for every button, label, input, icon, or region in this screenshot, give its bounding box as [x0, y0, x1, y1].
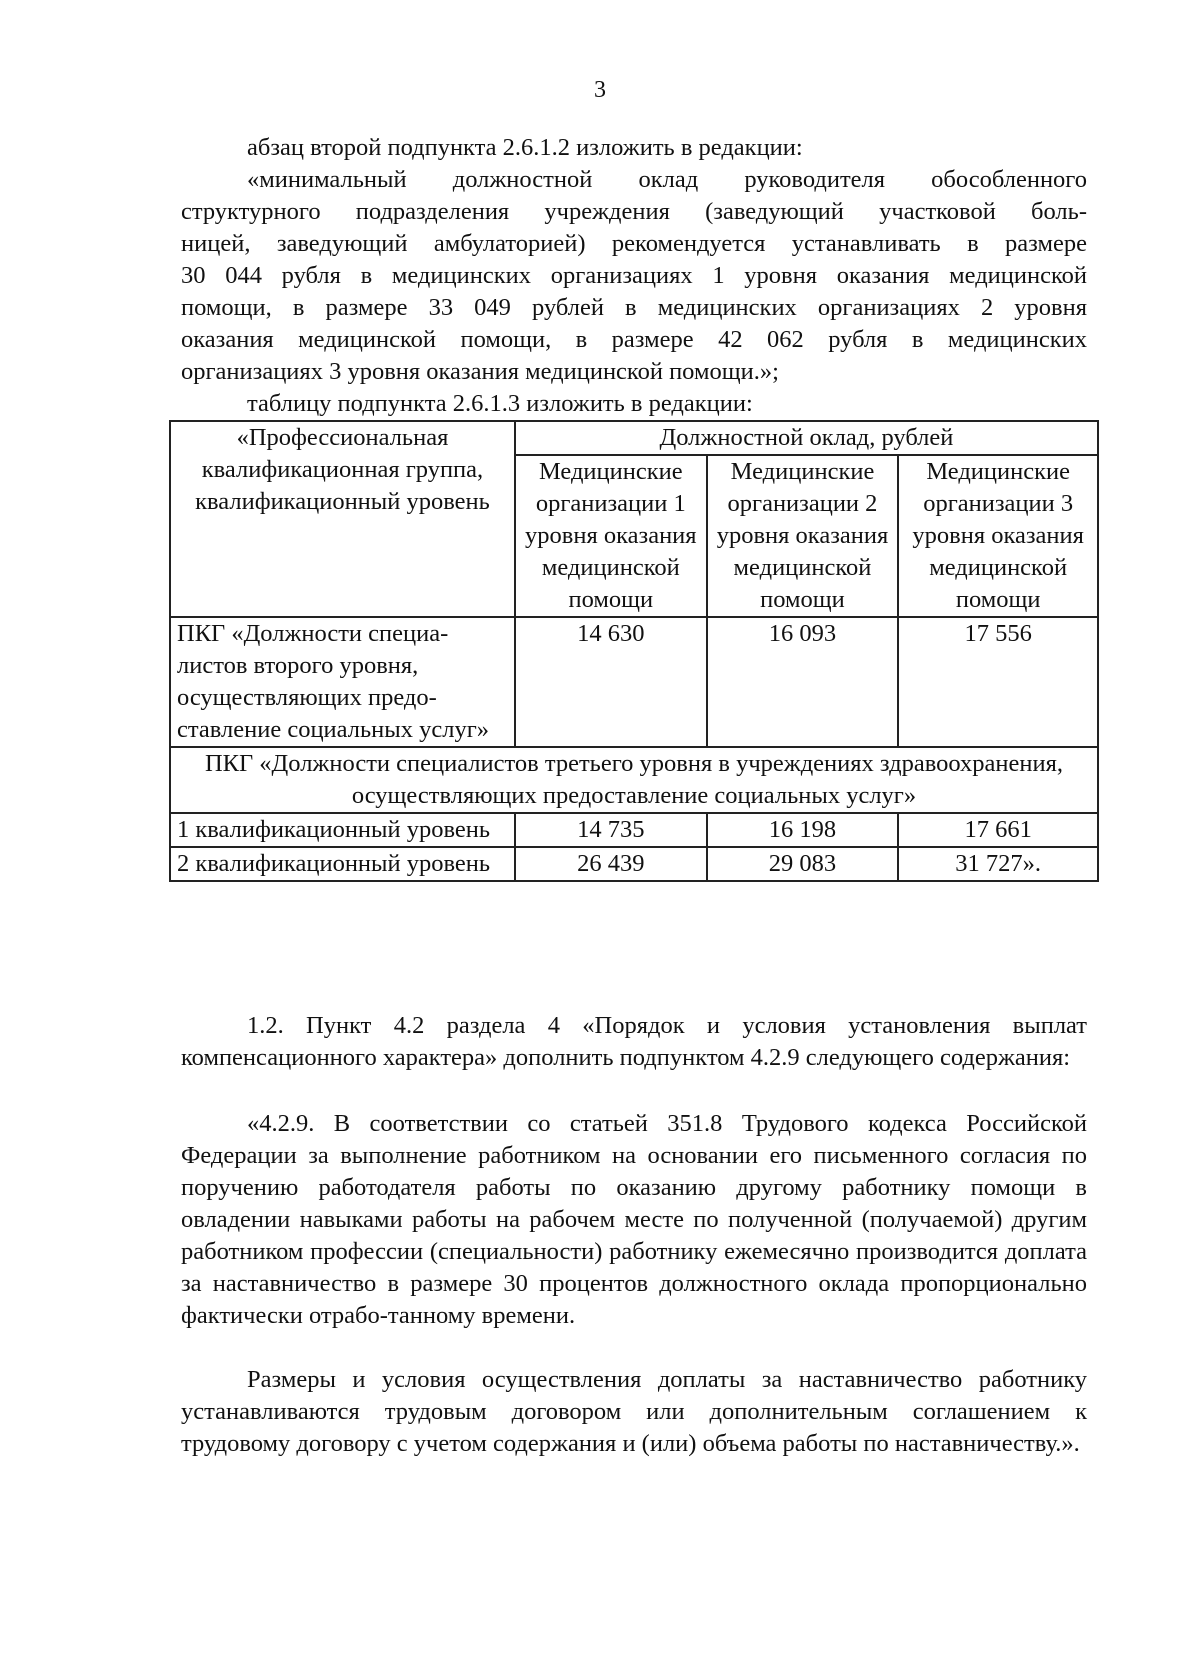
table-row — [170, 813, 1098, 847]
row-value: 16 093 — [707, 617, 899, 747]
row-value: 16 198 — [707, 813, 899, 847]
row-label: ПКГ «Должности специа-листов второго уровня, осуществляющих предо-ставление социальных услуг» — [170, 617, 515, 747]
quote-line: 30 044 рубля в медицинских организациях 1 уровня оказания медицинской — [181, 262, 1087, 289]
span-label: ПКГ «Должности специалистов третьего уровня в учреждениях здравоохранения, осуществляющих предоставление социальных услуг» — [170, 747, 1098, 813]
quote-line: организациях 3 уровня оказания медицинской помощи.»; — [181, 358, 779, 385]
quote-line: ницей, заведующий амбулаторией) рекомендуется устанавливать в размере — [181, 230, 1087, 257]
header-group: «Профессиональная квалификационная группа, квалификационный уровень — [170, 421, 515, 617]
quote-line: структурного подразделения учреждения (заведующий участковой боль- — [181, 198, 1087, 225]
header-salary: Должностной оклад, рублей — [515, 421, 1098, 455]
quote-line: оказания медицинской помощи, в размере 42 062 рубля в медицинских — [181, 326, 1087, 353]
header-col3: Медицинские организации 3 уровня оказания медицинской помощи — [898, 455, 1098, 617]
row-value: 14 735 — [515, 813, 707, 847]
row-value: 14 630 — [515, 617, 707, 747]
table-header-row — [170, 421, 1098, 455]
section-4-2-9: «4.2.9. В соответствии со статьей 351.8 Трудового кодекса Российской Федерации за выполнение работником на основании его письменного согласия по поручению работодателя работы по оказанию другому работнику помощи в овладении навыками работы на рабочем месте по полученной (получаемой) другим работником профессии (специальности) работнику ежемесячно производится доплата за наставничество в размере 30 процентов должностного оклада пропорционально фактически отрабо-танному времени. — [181, 1110, 1087, 1329]
row-value: 17 661 — [898, 813, 1098, 847]
row-label: 1 квалификационный уровень — [170, 813, 515, 847]
table-row — [170, 847, 1098, 881]
intro-line: абзац второй подпункта 2.6.1.2 изложить в редакции: — [247, 134, 803, 161]
row-value: 31 727». — [898, 847, 1098, 881]
quote-line: помощи, в размере 33 049 рублей в медицинских организациях 2 уровня — [181, 294, 1087, 321]
table-intro: таблицу подпункта 2.6.1.3 изложить в редакции: — [247, 390, 753, 417]
row-label: 2 квалификационный уровень — [170, 847, 515, 881]
page-number: 3 — [594, 77, 606, 103]
header-col1: Медицинские организации 1 уровня оказания медицинской помощи — [515, 455, 707, 617]
table-span-row — [170, 747, 1098, 813]
section-1-2: 1.2. Пункт 4.2 раздела 4 «Порядок и условия установления выплат компенсационного характера» дополнить подпунктом 4.2.9 следующего содержания: — [181, 1012, 1087, 1071]
header-col2: Медицинские организации 2 уровня оказания медицинской помощи — [707, 455, 899, 617]
row-value: 26 439 — [515, 847, 707, 881]
row-value: 17 556 — [898, 617, 1098, 747]
salary-table — [169, 420, 1099, 882]
table-row — [170, 617, 1098, 747]
intro-block — [181, 132, 1087, 420]
quote-line: «минимальный должностной оклад руководителя обособленного — [247, 166, 1087, 193]
row-value: 29 083 — [707, 847, 899, 881]
closing-paragraph: Размеры и условия осуществления доплаты за наставничество работнику устанавливаются трудовым договором или дополнительным соглашением к трудовому договору с учетом содержания и (или) объема работы по наставничеству.». — [181, 1366, 1087, 1457]
